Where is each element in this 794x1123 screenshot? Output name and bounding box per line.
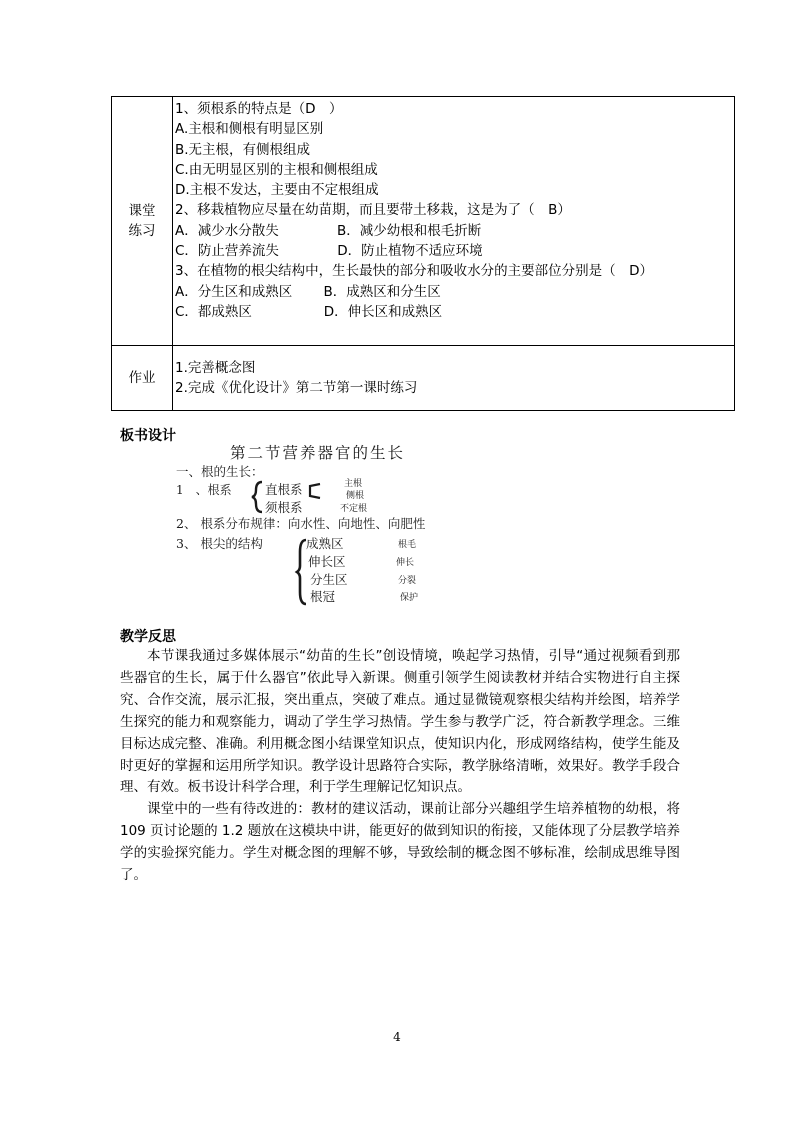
exercise-label-cell — [112, 97, 173, 346]
exercise-label-line1: 课堂 — [128, 203, 156, 219]
board-item1-1: 1 、根系 — [176, 483, 232, 497]
board-item1: 一、根的生长： — [176, 464, 264, 479]
taproot-brace — [310, 484, 320, 498]
exercise-line: A.主根和侧根有明显区别 — [175, 121, 324, 138]
homework-line: 2.完成《优化设计》第二节第一课时练习 — [175, 380, 418, 397]
board-zone-note: 分裂 — [398, 576, 417, 586]
reflection-body — [120, 646, 680, 887]
board-section-title: 板书设计 — [120, 428, 176, 444]
exercise-line: A．分生区和成熟区 B．成熟区和分生区 — [175, 283, 441, 300]
exercise-line: A．减少水分散失 B．减少幼根和根毛折断 — [175, 222, 482, 239]
exercise-line: D.主根不发达，主要由不定根组成 — [175, 182, 379, 199]
reflection-paragraph: 课堂中的一些有待改进的：教材的建议活动，课前让部分兴趣组学生培养植物的幼根，将 109 页讨论题的 1.2 题放在这模块中讲，能更好的做到知识的衔接，又能体现了分层教学培养学的实验探究能力。学生对概念图的理解不够，导致绘制的概念图不够标准，绘制成思维导图了。 — [120, 801, 680, 884]
exercise-row — [112, 97, 735, 346]
page-number: 4 — [393, 1030, 401, 1044]
board-item2: 2、 根系分布规律：向水性、向地性、向肥性 — [176, 516, 426, 531]
exercise-line: 2、移栽植物应尽量在幼苗期，而且要带土移栽，这是为了（ B） — [175, 202, 571, 219]
board-zone-name: 成熟区 — [306, 536, 344, 551]
board-zone-note: 伸长 — [396, 558, 415, 568]
root-system-brace — [252, 482, 262, 512]
board-cegen: 侧根 — [346, 491, 365, 501]
board-xugen: 须根系 — [265, 500, 303, 515]
exercise-line: 1、须根系的特点是（D ） — [175, 101, 343, 117]
reflection-paragraph: 本节课我通过多媒体展示“幼苗的生长”创设情境，唤起学习热情，引导“通过视频看到那些器官的生长，属于什么器官”依此导入新课。侧重引领学生阅读教材并结合实物进行自主探究、合作交流，展示汇报，突出重点，突破了难点。通过显微镜观察根尖结构并绘图，培养学生探究的能力和观察能力，调动了学生学习热情。学生参与教学广泛，符合新教学理念。三维目标达成完整、准确。利用概念图小结课堂知识点，使知识内化，形成网络结构，使学生能及时更好的掌握和运用所学知识。教学设计思路符合实际，教学脉络清晰，效果好。教学手段合理、有效。板书设计科学合理，利于学生理解记忆知识点。 — [120, 648, 680, 796]
homework-label-cell: 作业 — [112, 346, 173, 411]
exercise-label-line2: 练习 — [128, 223, 156, 239]
exercise-content-cell — [173, 97, 735, 346]
board-zone-name: 伸长区 — [308, 554, 346, 569]
board-zone-note: 保护 — [400, 593, 419, 603]
exercise-line: B.无主根，有侧根组成 — [175, 141, 311, 158]
exercise-line: C．都成熟区 D．伸长区和成熟区 — [175, 303, 443, 320]
board-budinggen: 不定根 — [340, 504, 368, 514]
board-zhigen: 直根系 — [265, 482, 303, 497]
root-tip-brace — [297, 540, 306, 604]
homework-line: 1.完善概念图 — [175, 360, 256, 376]
exercise-line: 3、在植物的根尖结构中，生长最快的部分和吸收水分的主要部位分别是（ D） — [175, 263, 653, 280]
board-zone-name: 分生区 — [310, 572, 348, 587]
board-zone-note: 根毛 — [398, 540, 417, 550]
board-zone-name: 根冠 — [310, 589, 336, 604]
board-title: 第二节营养器官的生长 — [230, 444, 406, 462]
homework-row — [112, 346, 735, 411]
lesson-table — [111, 96, 735, 411]
board-zhugen: 主根 — [344, 479, 363, 489]
homework-content-cell — [173, 346, 735, 411]
exercise-line: C．防止营养流失 D．防止植物不适应环境 — [175, 243, 483, 260]
exercise-line: C.由无明显区别的主根和侧根组成 — [175, 161, 378, 178]
board-item3: 3、 根尖的结构 — [176, 536, 263, 551]
reflection-section-title: 教学反思 — [120, 629, 176, 645]
